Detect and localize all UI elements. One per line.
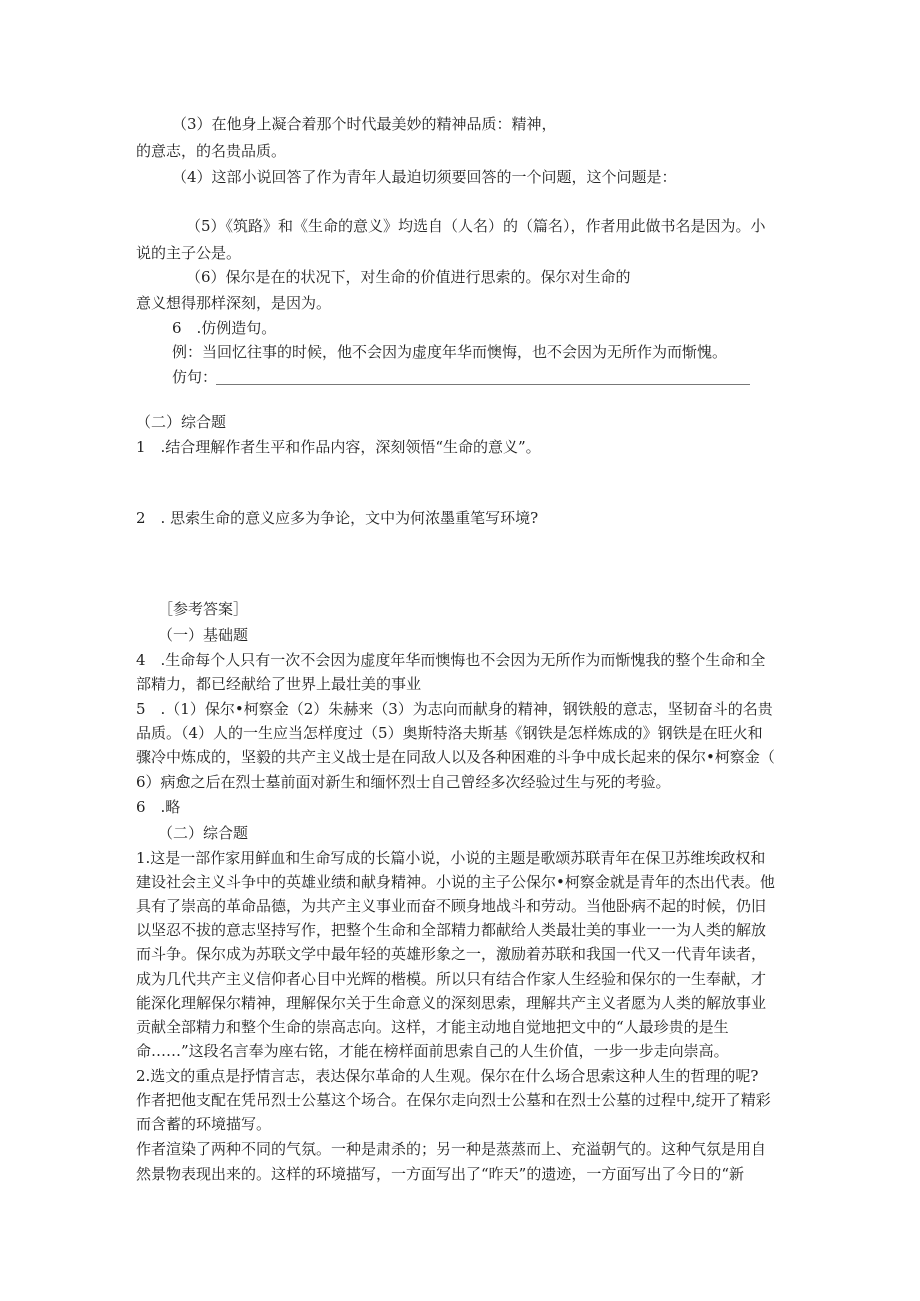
comprehensive-question-1: 1 .结合理解作者生平和作品内容，深刻领悟“生命的意义”。	[136, 438, 541, 456]
comprehensive-answer-1-line: 贡献全部精力和整个生命的崇高志向。这样，才能主动地自觉地把文中的“人最珍贵的是生	[136, 1018, 729, 1036]
comprehensive-answer-2-line: 然景物表现出来的。这样的环境描写，一方面写出了“昨天”的遗迹，一方面写出了今日的“新	[136, 1165, 745, 1183]
comprehensive-answer-1-line: 具有了崇高的革命品德，为共产主义事业而奋不顾身地战斗和劳动。当他卧病不起的时候，仍旧	[136, 897, 767, 915]
question-6-line-1: （6）保尔是在的状况下，对生命的价值进行思索的。保尔对生命的	[186, 268, 631, 286]
comprehensive-answer-1-line: 能深化理解保尔精神，理解保尔关于生命意义的深刻思索，理解共产主义者愿为人类的解放事业	[136, 994, 767, 1012]
imitate-label: 仿句：	[172, 368, 218, 386]
answer-5-line-3: 骤冷中炼成的，坚毅的共产主义战士是在同敌人以及各种困难的斗争中成长起来的保尔•柯察金（	[136, 748, 775, 766]
answer-blank-line	[216, 384, 750, 385]
item-6-heading: 6 .仿例造句。	[172, 319, 277, 337]
answer-5-line-2: 品质。（4）人的一生应当怎样度过（5）奥斯特洛夫斯基《钢铁是怎样炼成的》钢铁是在旺火和	[136, 724, 763, 742]
answer-5-line-4: 6）病愈之后在烈士墓前面对新生和缅怀烈士自己曾经多次经验过生与死的考验。	[136, 773, 671, 791]
question-4: （4）这部小说回答了作为青年人最迫切须要回答的一个问题，这个问题是：	[172, 168, 677, 186]
comprehensive-answers-heading: （二）综合题	[158, 824, 249, 842]
question-3-line-1: （3）在他身上凝合着那个时代最美妙的精神品质：精神，	[172, 115, 557, 133]
comprehensive-answer-1-line: 建设社会主义斗争中的英雄业绩和献身精神。小说的主子公保尔•柯察金就是青年的杰出代表。他	[136, 873, 775, 891]
comprehensive-question-2: 2 . 思索生命的意义应多为争论，文中为何浓墨重笔写环境?	[136, 509, 539, 527]
question-5-line-1: （5）《筑路》和《生命的意义》均选自（人名）的（篇名），作者用此做书名是因为。小	[186, 217, 766, 235]
answers-heading: ［参考答案］	[158, 600, 249, 618]
question-5-line-2: 说的主子公是。	[136, 244, 242, 262]
answer-4-line-2: 部精力，都已经献给了世界上最壮美的事业	[136, 675, 422, 693]
comprehensive-answer-2-line: 2.选文的重点是抒情言志，表达保尔革命的人生观。保尔在什么场合思索这种人生的哲理的呢?	[136, 1067, 759, 1085]
comprehensive-answer-1-line: 成为几代共产主义信仰者心目中光辉的楷模。所以只有结合作家人生经验和保尔的一生奉献，才	[136, 970, 767, 988]
example-sentence: 例：当回忆往事的时候，他不会因为虚度年华而懊悔，也不会因为无所作为而惭愧。	[172, 343, 728, 361]
comprehensive-answer-2-line: 作者渲染了两种不同的气氛。一种是肃杀的；另一种是蒸蒸而上、充溢朝气的。这种气氛是用自	[136, 1140, 767, 1158]
comprehensive-answer-1-line: 而斗争。保尔成为苏联文学中最年轻的英雄形象之一，激励着苏联和我国一代又一代青年读者，	[136, 945, 767, 963]
basic-questions-heading: （一）基础题	[158, 626, 249, 644]
answer-4-line-1: 4 .生命每个人只有一次不会因为虚度年华而懊悔也不会因为无所作为而惭愧我的整个生命和全	[136, 651, 766, 669]
question-3-line-2: 的意志，的名贵品质。	[136, 142, 287, 160]
answer-5-line-1: 5 .（1）保尔•柯察金（2）朱赫来（3）为志向而献身的精神，钢铁般的意志，坚韧奋斗的名贵	[136, 700, 773, 718]
comprehensive-answer-1-line: 1.这是一部作家用鲜血和生命写成的长篇小说，小说的主题是歌颂苏联青年在保卫苏维埃政权和	[136, 849, 766, 867]
comprehensive-answer-2-line: 作者把他支配在凭吊烈士公墓这个场合。在保尔走向烈士公墓和在烈士公墓的过程中,绽开了精彩	[136, 1091, 771, 1109]
comprehensive-heading: （二）综合题	[136, 413, 227, 431]
question-6-line-2: 意义想得那样深刻，是因为。	[136, 294, 332, 312]
comprehensive-answer-1-line: 以坚忍不拔的意志坚持写作，把整个生命和全部精力都献给人类最壮美的事业一一为人类的解放	[136, 921, 767, 939]
answer-6: 6 .略	[136, 798, 181, 816]
comprehensive-answer-2-line: 而含蓄的环境描写。	[136, 1115, 272, 1133]
comprehensive-answer-1-line: 命……”这段名言奉为座右铭，才能在榜样面前思索自己的人生价值，一步一步走向崇高。	[136, 1042, 729, 1060]
